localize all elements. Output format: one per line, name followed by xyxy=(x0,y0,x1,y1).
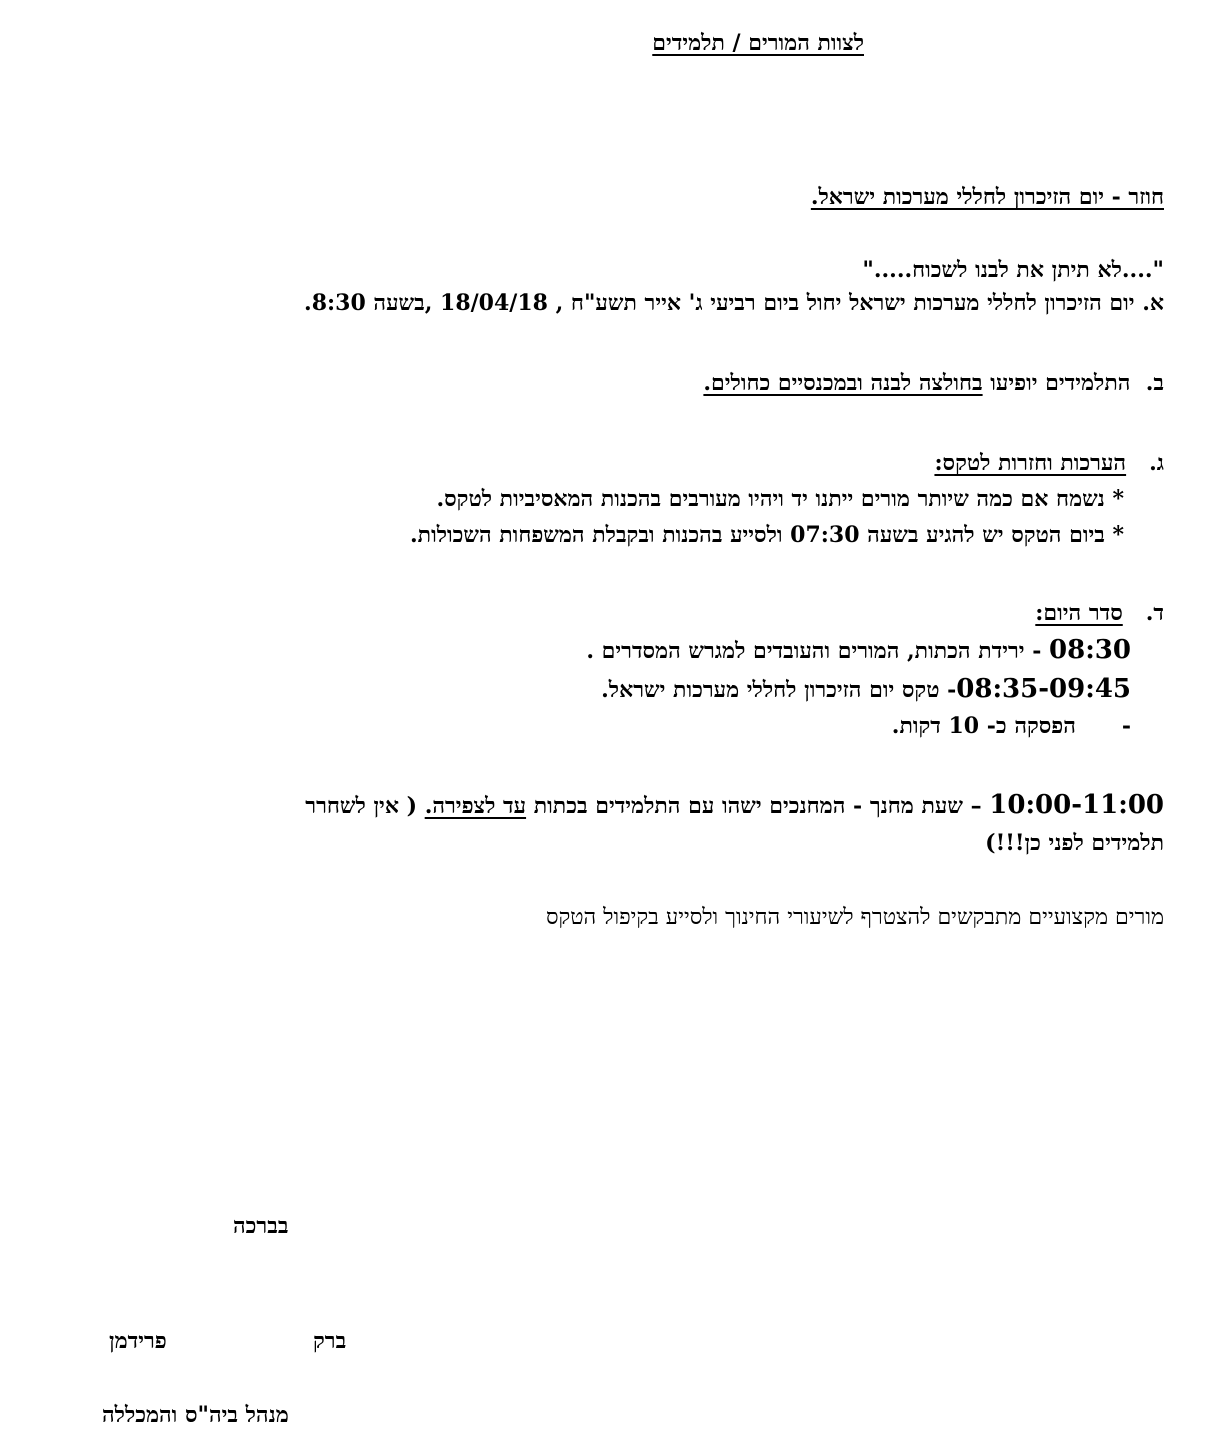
item-a: א. יום הזיכרון לחללי מערכות ישראל יחול ביום רביעי ג' אייר תשע"ח , 18/04/18 ,בשעה 8:30. xyxy=(304,290,1164,316)
schedule-row-3 xyxy=(892,713,1131,739)
schedule-text: - טקס יום הזיכרון לחללי מערכות ישראל. xyxy=(601,677,957,703)
quote-line: "....לא תיתן את לבנו לשכוח....." xyxy=(862,257,1164,283)
signature-last-name: פרידמן xyxy=(109,1328,167,1354)
item-b-text: התלמידים יופיעו xyxy=(990,370,1131,396)
subject-line: חוזר - יום הזיכרון לחללי מערכות ישראל. xyxy=(810,184,1164,210)
closing-greeting: בברכה xyxy=(233,1213,289,1239)
signature-title: מנהל ביה"ס והמכללה xyxy=(102,1402,289,1428)
item-g-heading-row xyxy=(934,450,1164,476)
teachers-note: מורים מקצועיים מתבקשים להצטרף לשיעורי החינוך ולסייע בקיפול הטקס xyxy=(545,905,1164,930)
homeroom-line-1 xyxy=(305,790,1164,821)
item-d-prefix: ד. xyxy=(1145,600,1164,626)
item-d-heading-row xyxy=(1035,600,1164,626)
recipient-header: לצוות המורים / תלמידים xyxy=(652,30,864,56)
homeroom-time: 10:00-11:00 xyxy=(989,790,1164,820)
item-g-bullet-2: * ביום הטקס יש להגיע בשעה 07:30 ולסייע בהכנות ובקבלת המשפחות השכולות. xyxy=(410,522,1124,548)
item-b-dresscode: בחולצה לבנה ובמכנסיים כחולים. xyxy=(703,370,983,396)
homeroom-text-after: ( אין לשחרר xyxy=(305,793,418,819)
homeroom-text: – שעת מחנך - המחנכים ישהו עם התלמידים בכתות xyxy=(533,793,982,819)
signature-first-name: ברק xyxy=(313,1328,347,1354)
schedule-row-1 xyxy=(586,635,1131,666)
item-b xyxy=(703,370,1164,396)
schedule-time: 08:35-09:45 xyxy=(956,674,1131,704)
schedule-time: 08:30 xyxy=(1049,635,1131,665)
schedule-row-2 xyxy=(601,674,1131,705)
homeroom-until-siren: עד לצפירה. xyxy=(424,793,527,819)
item-g-heading: הערכות וחזרות לטקס: xyxy=(934,450,1127,476)
item-b-prefix: ב. xyxy=(1145,370,1164,396)
schedule-dash: - xyxy=(1121,713,1131,739)
item-d-heading: סדר היום: xyxy=(1035,600,1123,626)
schedule-text: הפסקה כ- 10 דקות. xyxy=(891,713,1076,739)
homeroom-line-2: תלמידים לפני כן!!!) xyxy=(985,830,1164,856)
item-g-prefix: ג. xyxy=(1149,450,1164,476)
schedule-text: - ירידת הכתות, המורים והעובדים למגרש המסדרים . xyxy=(586,638,1042,664)
item-g-bullet-1: * נשמח אם כמה שיותר מורים ייתנו יד ויהיו מעורבים בהכנות המאסיביות לטקס. xyxy=(436,486,1124,512)
